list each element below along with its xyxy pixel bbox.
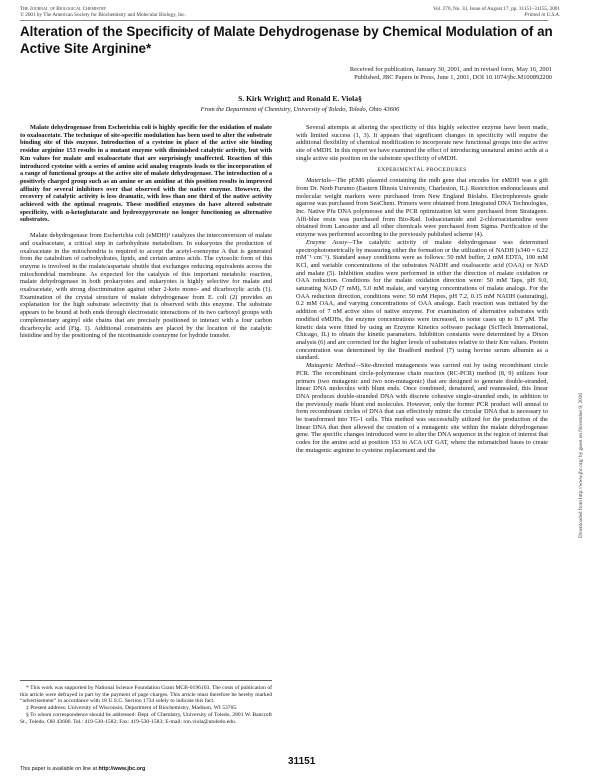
affiliation: From the Department of Chemistry, University of Toledo, Toledo, Ohio 43606 [200, 106, 400, 113]
footnotes [20, 680, 272, 725]
intro-paragraph-2: Several attempts at altering the specificity of this highly selective enzyme have been made, with limited success (1, 3). It appears that significant changes in specificity will require the additional flexibility of chemical modification to incorporate new functional groups into the active site of eMDH. In this report we have examined the effect of introducing unnatural amino acids at a single active site position on the substrate specificity of eMDH. [296, 124, 548, 162]
header-rule [20, 20, 548, 21]
published-line: Published, JBC Papers in Press, June 1, 2001, DOI 10.1074/jbc.M100892200 [354, 74, 552, 81]
download-watermark [578, 268, 588, 538]
publication-dates [232, 66, 552, 82]
volume-line: Vol. 276, No. 33, Issue of August 17, pp. 31151–31155, 2001 [432, 6, 560, 12]
download-watermark-text: Downloaded from http://www.jbc.org/ by guest on November 9, 2016 [578, 393, 584, 538]
mutagenic-label: Mutagenic Method— [306, 362, 361, 370]
right-column [296, 124, 548, 455]
enzyme-assay-text: The catalytic activity of malate dehydrogenase was determined spectrophotometrically by measuring either the formation or the utilization of NADH (ε340 = 6.22 mM⁻¹ cm⁻¹). Standard assay conditions were as follows: 50 mM buffer, 2 mM EDTA, 100 mM KCl, and variable concentrations of the substrates NADH and oxaloacetic acid (OAA) or NAD and malate (5). Inhibition studies were performed in either the direction of malate oxidation or OAA reduction. Conditions for the malate oxidation direction were: 50 mM Taps, pH 9.0, saturating NAD (7 mM), 5.0 mM malate, and varying concentrations of malate analogs. For the OAA reduction direction, conditions were: 50 mM Hepes, pH 7.2, 0.15 mM NADH (saturating), 0.2 mM OAA, and varying concentrations of OAA analogs. Each reaction was initiated by the addition of 7 nM active sites of native enzyme. For examination of alternative substrates with modified eMDHs, the enzyme concentrations were increased, in some cases up to 0.7 μM. The kinetic data were fitted by using an Enzyme Kinetics software package (SciTech International, Chicago, IL) to obtain the kinetic parameters. Inhibition constants were determined by a Dixon analysis (6) and are corrected for the higher levels of substrates relative to their Km values. Protein concentration was determined by the Bradford method (7) using bovine serum albumin as a standard. [296, 238, 548, 362]
footnote-correspondence: § To whom correspondence should be addressed: Dept. of Chemistry, University of Toledo, 2801 W. Bancroft St., Toledo, OH 43606. Tel.: 419-530-1582; Fax: 419-530-1583; E-mail: ron.viola@utoledo.edu. [20, 711, 272, 725]
page-number: 31151 [288, 756, 316, 767]
online-url[interactable]: http://www.jbc.org [98, 766, 146, 772]
materials-label: Materials— [306, 177, 337, 185]
mutagenic-paragraph [296, 362, 548, 454]
abstract-text: Malate dehydrogenase from Escherichia coli is highly specific for the oxidation of malate to oxaloacetate. The technique of site-specific modulation has been used to alter the substrate binding site of this enzyme. Introduction of a cysteine in place of the active site binding residue arginine 153 results in a mutant enzyme with diminished catalytic activity, but with Km values for malate and oxaloacetate that are surprisingly unaffected. Reaction of this introduced cysteine with a series of amino acid analog reagents leads to the incorporation of a range of functional groups at the active site of malate dehydrogenase. The introduction of a positively charged group such as an amine or an amidine at this position results in improved affinity for several inhibitors over that observed with the native enzyme. However, the recovery of catalytic activity is less dramatic, with less than one third of the native activity achieved with the optimal reagents. These modified enzymes do have altered substrate specificity, with α-ketoglutarate and hydroxypyruvate no longer functioning as alternative substrates. [20, 124, 272, 224]
online-prefix: This paper is available on line at [20, 766, 98, 772]
online-availability [20, 766, 145, 772]
abstract [20, 124, 272, 224]
intro-paragraph-1: Malate dehydrogenase from Escherichia coli (eMDH)¹ catalyzes the interconversion of malate and oxaloacetate, a critical step in carbohydrate metabolism. In eukaryotes the production of oxaloacetate in the mitochondria is required to accept the acetyl-coenzyme A that is generated from the catabolism of carbohydrates, lipids, and certain amino acids. The cytosolic form of this enzyme is involved in the malate/aspartate shuttle that exchanges reducing equivalents across the mitochondrial membrane. As expected for the catalysis of this important metabolic reaction, malate dehydrogenase in both prokaryotes and eukaryotes is highly selective for malate and oxaloacetate, with strong discrimination against other 2-keto mono- and dicarboxylic acids (1). Examination of the crystal structure of malate dehydrogenase from E. coli (2) provides an explanation for the high substrate selectivity that is observed with this enzyme. The substrate appears to be bound at both ends through electrostatic interactions of its two carboxyl groups with complementary arginyl side chains that are precisely positioned to interact with a four carbon dicarboxylic acid (Fig. 1). Additional constraints are placed by the location of the catalytic histidine and by the positioning of the nicotinamide coenzyme for hydride transfer. [20, 232, 272, 340]
journal-name: The Journal of Biological Chemistry [20, 6, 107, 12]
footnote-present-address: ‡ Present address: University of Wisconsin, Department of Biochemistry, Madison, WI 53705. [26, 705, 238, 712]
enzyme-assay-paragraph [296, 239, 548, 362]
materials-paragraph [296, 177, 548, 239]
materials-text: The pEM6 plasmid containing the mdh gene that encodes for eMDH was a gift from Dr. Norb Furumo (Eastern Illinois University, Charleston, IL). Restriction endonucleases and molecular weight markers were purchased from New England Biolabs. Electrophoresis grade agarose was purchased from SeaChem. Primers were obtained from Integrated DNA Technologies, Inc. Native Pfu DNA polymerase and the PCR optimization kit were purchased from Stratagene. Affi-blue resin was purchased from Bio-Rad. Iodoacetamide and 2-chloroacetamidine were obtained from Lancaster and all other chemicals were purchased from Sigma. Purification of the enzyme was performed according to the previously published scheme (4). [296, 177, 548, 239]
printed-line: Printed in U.S.A. [524, 12, 560, 19]
running-header-left [20, 6, 186, 19]
mutagenic-text: Site-directed mutagenesis was carried out by using recombinant circle PCR. The recombinant circle-polymerase chain reaction (RC-PCR) method (8, 9) utilizes four primers (two mutagenic and two non-mutagenic) that are designed to generate double-stranded, linear DNA molecules with blunt ends. Once combined, denatured, and reannealed, this linear DNA produces double-stranded DNA with discrete cohesive single-stranded ends, in addition to the previously made blunt end molecules. However, only the former PCR product will anneal to form recombinant circles of DNA that can effectively mimic the circular DNA that is necessary to be transformed into TG-1 cells. This method was successfully utilized for the production of the linear DNA that then allowed the creation of a mutagenic site within the malate dehydrogenase gene. The specific changes introduced were to alter the DNA sequence in the region of interest that codes for the amino acid at position 153 to ACA tAT GAT, where the mismatched bases to create the mutagenic arginine to cysteine replacement and the [296, 362, 549, 454]
author-list: S. Kirk Wright‡ and Ronald E. Viola§ [238, 94, 362, 103]
section-heading: EXPERIMENTAL PROCEDURES [377, 166, 467, 173]
received-line: Received for publication, January 30, 2001, and in revised form, May 16, 2001 [349, 66, 552, 73]
running-header-right [433, 6, 560, 19]
article-title: Alteration of the Specificity of Malate Dehydrogenase by Chemical Modulation of an Active Site Arginine* [20, 24, 553, 56]
footnote-funding: * This work was supported by National Science Foundation Grant MCB-0196103. The costs of publication of this article were defrayed in part by the payment of page charges. This article must therefore be hereby marked “advertisement” in accordance with 18 U.S.C. Section 1734 solely to indicate this fact. [20, 685, 272, 705]
copyright-line: © 2001 by The American Society for Biochemistry and Molecular Biology, Inc. [20, 12, 186, 19]
enzyme-assay-label: Enzyme Assay— [306, 238, 353, 246]
left-column [20, 124, 272, 340]
